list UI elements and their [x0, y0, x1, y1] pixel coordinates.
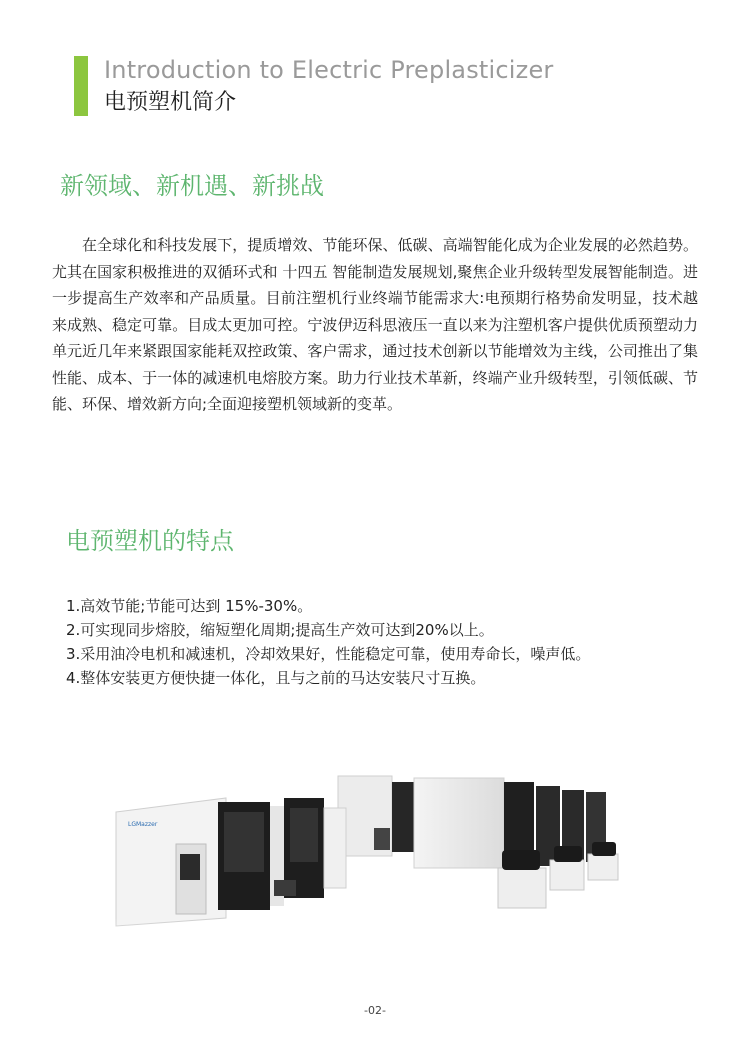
- preplasticizer-machines-image: [106, 768, 646, 968]
- feature-item: 1.高效节能;节能可达到 15%-30%。: [66, 597, 313, 615]
- feature-list: [66, 594, 706, 690]
- feature-item: 3.采用油冷电机和减速机，冷却效果好，性能稳定可靠，使用寿命长，噪声低。: [66, 645, 591, 663]
- section-title-new-field: 新领域、新机遇、新挑战: [60, 172, 324, 200]
- header-title-en: Introduction to Electric Preplasticizer: [104, 56, 554, 84]
- accent-bar: [74, 56, 88, 116]
- header-title-cn: 电预塑机简介: [104, 90, 237, 115]
- intro-paragraph: 在全球化和科技发展下，提质增效、节能环保、低碳、高端智能化成为企业发展的必然趋势。尤其在国家积极推进的双循环式和 十四五 智能制造发展规划,聚焦企业升级转型发展智能制造。进一步提高生产效率和产品质量。目前注塑机行业终端节能需求大:电预期行格势俞发明显，技术越来成熟、稳定可靠。目成太更加可控。宁波伊迈科思液压一直以来为注塑机客户提供优质预塑动力单元近几年来紧跟国家能耗双控政策、客户需求，通过技术创新以节能增效为主线，公司推出了集性能、成本、于一体的减速机电熔胶方案。助力行业技术革新，终端产业升级转型，引领低碳、节能、环保、增效新方向;全面迎接塑机领域新的变革。: [52, 236, 698, 413]
- page-number: -02-: [364, 1004, 386, 1017]
- feature-item: 4.整体安装更方便快捷一体化，且与之前的马达安装尺寸互换。: [66, 669, 486, 687]
- brand-label: LGMazzer: [128, 821, 158, 828]
- feature-item: 2.可实现同步熔胶，缩短塑化周期;提高生产效可达到20%以上。: [66, 621, 494, 639]
- section-title-features: 电预塑机的特点: [66, 527, 234, 555]
